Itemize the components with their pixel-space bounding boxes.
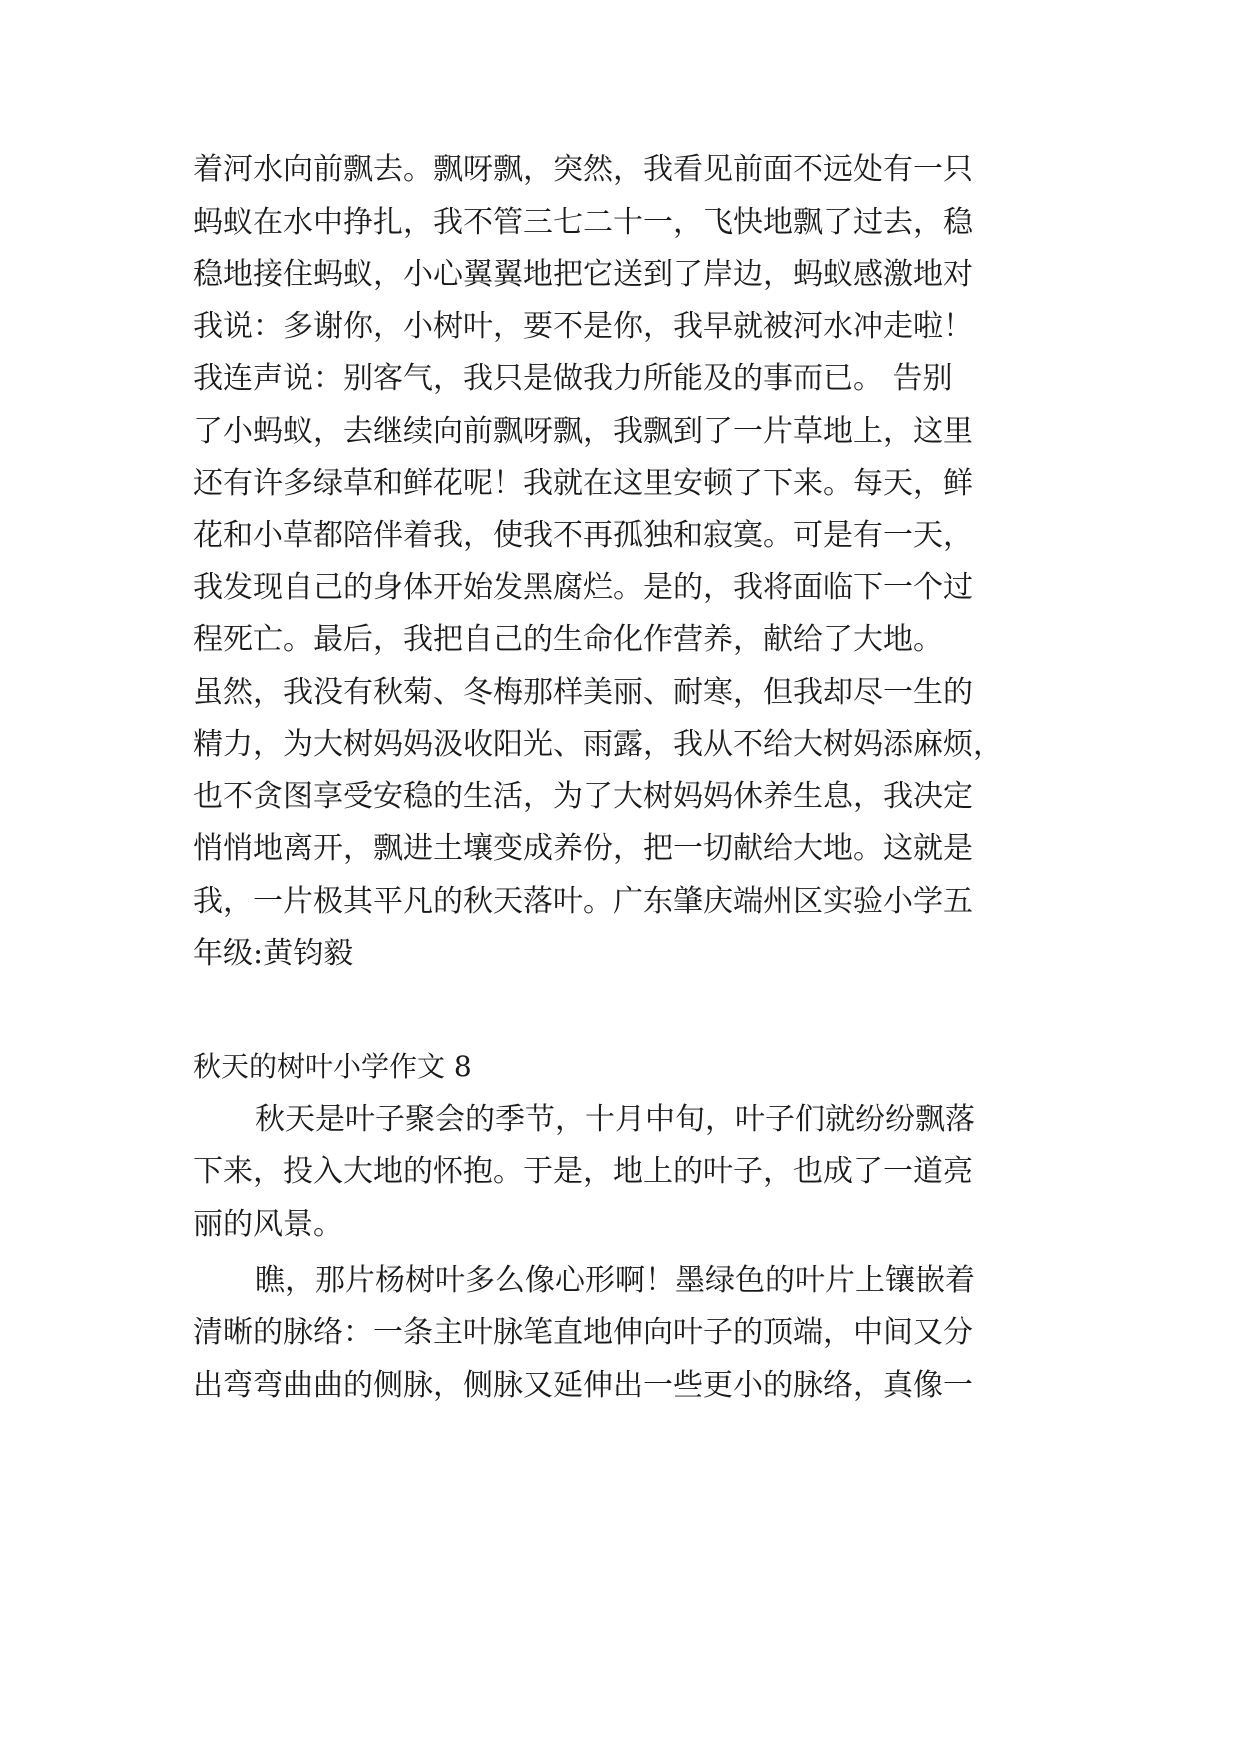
paragraph-line: 丽的风景。 xyxy=(193,1207,343,1242)
body-line: 我发现自己的身体开始发黑腐烂。是的，我将面临下一个过 xyxy=(193,570,973,605)
essay-title: 秋天的树叶小学作文 8 xyxy=(193,1050,472,1083)
body-line: 程死亡。最后，我把自己的生命化作营养，献给了大地。 xyxy=(193,622,943,657)
body-line: 着河水向前飘去。飘呀飘，突然，我看见前面不远处有一只 xyxy=(193,152,973,187)
body-line: 我说：多谢你，小树叶，要不是你，我早就被河水冲走啦！ xyxy=(193,309,973,344)
body-line: 年级:黄钧毅 xyxy=(193,936,354,971)
paragraph-line: 出弯弯曲曲的侧脉，侧脉又延伸出一些更小的脉络，真像一 xyxy=(193,1368,973,1403)
paragraph-line: 清晰的脉络：一条主叶脉笔直地伸向叶子的顶端，中间又分 xyxy=(193,1315,973,1350)
body-line: 也不贪图享受安稳的生活，为了大树妈妈休养生息，我决定 xyxy=(193,779,973,814)
paragraph-line: 秋天是叶子聚会的季节，十月中旬，叶子们就纷纷飘落 xyxy=(255,1102,975,1137)
body-line: 了小蚂蚁，去继续向前飘呀飘，我飘到了一片草地上，这里 xyxy=(193,414,973,449)
body-line: 我连声说：别客气，我只是做我力所能及的事而已。 告别 xyxy=(193,361,953,396)
body-line: 我，一片极其平凡的秋天落叶。广东肇庆端州区实验小学五 xyxy=(193,884,973,919)
body-line: 悄悄地离开，飘进土壤变成养份，把一切献给大地。这就是 xyxy=(193,831,973,866)
body-line: 稳地接住蚂蚁，小心翼翼地把它送到了岸边，蚂蚁感激地对 xyxy=(193,257,973,292)
body-line: 还有许多绿草和鲜花呢！我就在这里安顿了下来。每天，鲜 xyxy=(193,466,973,501)
body-line: 精力，为大树妈妈汲收阳光、雨露，我从不给大树妈添麻烦， xyxy=(193,727,1003,762)
body-line: 蚂蚁在水中挣扎，我不管三七二十一，飞快地飘了过去，稳 xyxy=(193,205,973,240)
paragraph-line: 瞧，那片杨树叶多么像心形啊！墨绿色的叶片上镶嵌着 xyxy=(255,1263,975,1298)
paragraph-line: 下来，投入大地的怀抱。于是，地上的叶子，也成了一道亮 xyxy=(193,1154,973,1189)
body-line: 花和小草都陪伴着我，使我不再孤独和寂寞。可是有一天， xyxy=(193,518,973,553)
body-line: 虽然，我没有秋菊、冬梅那样美丽、耐寒，但我却尽一生的 xyxy=(193,675,973,710)
